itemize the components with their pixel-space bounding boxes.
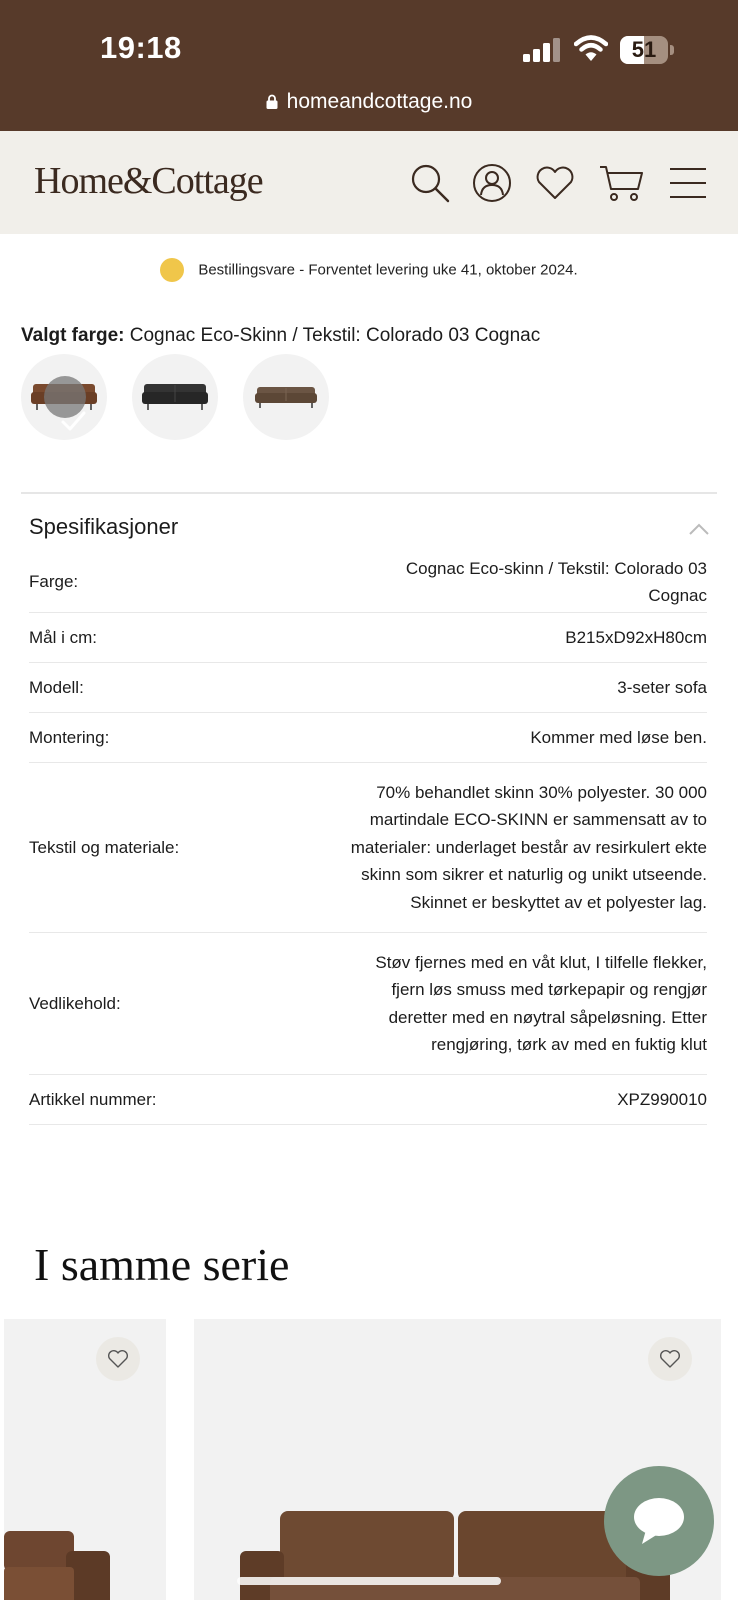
battery-level: 51 (631, 37, 657, 62)
spec-value: Cognac Eco-skinn / Tekstil: Colorado 03 Cognac (405, 558, 707, 605)
spec-value: 70% behandlet skinn 30% polyester. 30 000 martindale ECO-SKINN er sammensatt av to materialer: underlaget består av resirkulert ekte skinn som sikrer et naturlig og unikt utseende. Skinnet er beskyttet av et polyester lag. (350, 782, 707, 912)
chevron-up-icon[interactable] (688, 522, 710, 536)
selected-check (44, 376, 86, 418)
check-icon (52, 400, 94, 442)
heart-icon (107, 1349, 129, 1369)
wifi-icon (574, 34, 608, 62)
spec-key: Montering: (29, 727, 110, 747)
series-title: I samme serie (34, 1239, 290, 1290)
spec-key: Farge: (29, 572, 79, 591)
signal-icon (523, 38, 561, 62)
color-label-prefix: Valgt farge: (21, 325, 125, 346)
account-icon[interactable] (470, 161, 514, 205)
wishlist-button[interactable] (648, 1337, 692, 1381)
spec-row-tekstil (29, 763, 707, 933)
armchair-image (4, 1529, 112, 1600)
lock-icon (266, 94, 278, 109)
spec-key: Vedlikehold: (29, 993, 121, 1013)
spec-key: Mål i cm: (29, 627, 97, 647)
specs-title[interactable]: Spesifikasjoner (29, 514, 179, 539)
battery-icon (620, 36, 672, 64)
section-divider (21, 492, 717, 494)
spec-row-maal (29, 613, 707, 663)
search-icon[interactable] (408, 161, 452, 205)
availability-dot (160, 258, 184, 282)
spec-value: Støv fjernes med en våt klut, I tilfelle flekker, fjern løs smuss med tørkepapir og rengjør deretter med en nøytral såpeløsning. Etter rengjøring, tørk av med en fuktig klut (375, 952, 707, 1054)
chat-bubble-icon (632, 1496, 686, 1546)
status-bar (0, 0, 738, 131)
site-logo[interactable]: Home&Cottage (34, 160, 263, 202)
sofa-icon (251, 378, 321, 414)
spec-value: B215xD92xH80cm (565, 627, 707, 647)
spec-key: Artikkel nummer: (29, 1089, 157, 1109)
spec-row-artikkel (29, 1075, 707, 1125)
product-card[interactable] (4, 1319, 166, 1600)
spec-value: 3-seter sofa (617, 677, 707, 697)
menu-icon[interactable] (668, 161, 708, 205)
spec-value: XPZ990010 (617, 1089, 707, 1109)
home-indicator (237, 1577, 501, 1585)
cart-icon[interactable] (598, 161, 644, 205)
wishlist-heart-icon[interactable] (533, 161, 577, 205)
address-bar[interactable] (0, 90, 738, 114)
wishlist-button[interactable] (96, 1337, 140, 1381)
availability-text: Bestillingsvare - Forventet levering uke 41, oktober 2024. (198, 261, 578, 279)
spec-key: Modell: (29, 677, 84, 697)
selected-color-label (21, 325, 540, 347)
color-label-value: Cognac Eco-Skinn / Tekstil: Colorado 03 Cognac (129, 325, 541, 346)
spec-row-modell (29, 663, 707, 713)
spec-key: Tekstil og materiale: (29, 837, 180, 857)
heart-icon (659, 1349, 681, 1369)
spec-value: Kommer med løse ben. (530, 727, 707, 747)
site-header (0, 131, 738, 234)
color-swatch-cognac[interactable] (21, 354, 107, 440)
sofa-icon (140, 378, 210, 414)
spec-row-montering (29, 713, 707, 763)
specs-table (29, 552, 707, 1125)
availability-notice (0, 258, 738, 282)
status-time: 19:18 (100, 30, 182, 65)
spec-row-vedlikehold (29, 933, 707, 1075)
spec-row-farge (29, 552, 707, 613)
color-swatch-brown[interactable] (243, 354, 329, 440)
color-swatch-black[interactable] (132, 354, 218, 440)
url-text: homeandcottage.no (286, 90, 473, 113)
chat-button[interactable] (604, 1466, 714, 1576)
